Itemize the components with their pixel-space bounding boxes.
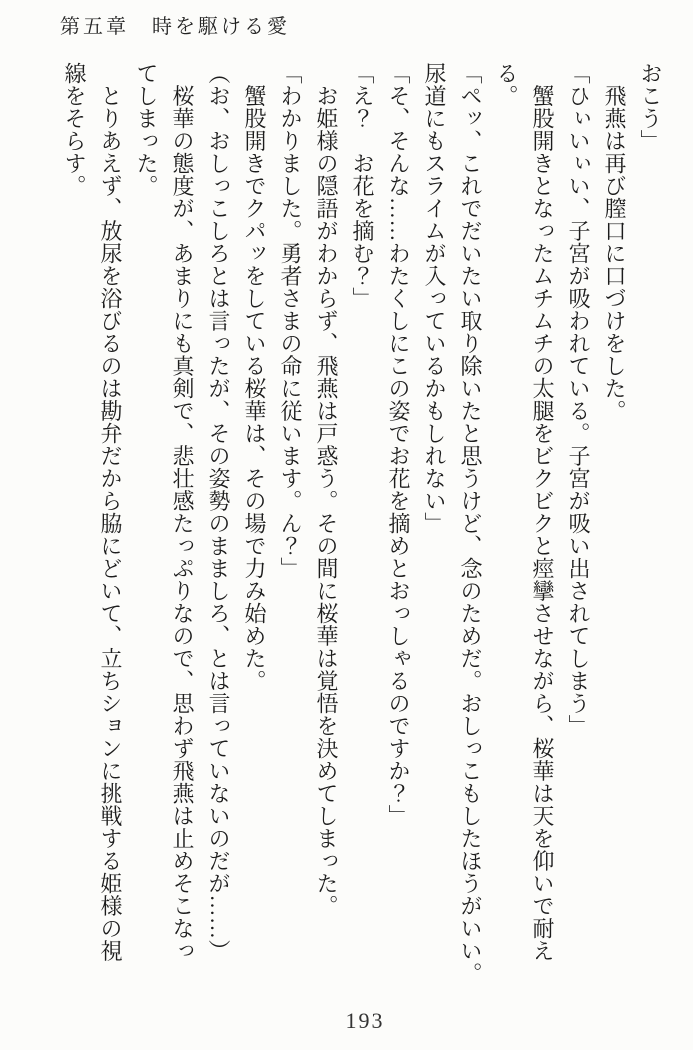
text-column: てしまった。 [134,62,159,197]
text-column: 尿道にもスライムが入っているかもしれない」 [422,62,447,535]
text-column: 「え？ お花を摘む？」 [350,62,375,310]
text-column: 「ペッ、これでだいたい取り除いたと思うけど、念のためだ。おしっこもしたほうがいい。 [458,62,483,985]
text-column: 「そ、そんな……わたくしにこの姿でお花を摘めとおっしゃるのですか？」 [386,62,411,827]
text-column: 桜華の態度が、あまりにも真剣で、悲壮感たっぷりなので、思わず飛燕は止めそこなっ [170,62,195,962]
chapter-header: 第五章 時を駆ける愛 [60,16,290,38]
text-column: 蟹股開きとなったムチムチの太腿をビクビクと痙攣させながら、桜華は天を仰いで耐え [530,62,555,962]
text-column: 飛燕は再び膣口に口づけをした。 [602,62,627,422]
text-column: る。 [494,62,519,107]
text-column: 蟹股開きでクパッをしている桜華は、その場で力み始めた。 [242,62,267,692]
text-column: おこう」 [638,62,663,152]
body-text [56,62,668,1010]
page-number: 193 [345,1008,385,1033]
text-column: 「ひぃいぃい、子宮が吸われている。子宮が吸い出されてしまう」 [566,62,591,737]
text-column: （お、おしっこしろとは言ったが、その姿勢のまましろ、とは言っていないのだが……） [206,62,231,962]
text-column: とりあえず、放尿を浴びるのは勘弁だから脇にどいて、立ちションに挑戦する姫様の視 [98,62,123,962]
text-column: 「わかりました。勇者さまの命に従います。ん？」 [278,62,303,580]
text-column: お姫様の隠語がわからず、飛燕は戸惑う。その間に桜華は覚悟を決めてしまった。 [314,62,339,917]
text-column: 線をそらす。 [62,62,87,197]
